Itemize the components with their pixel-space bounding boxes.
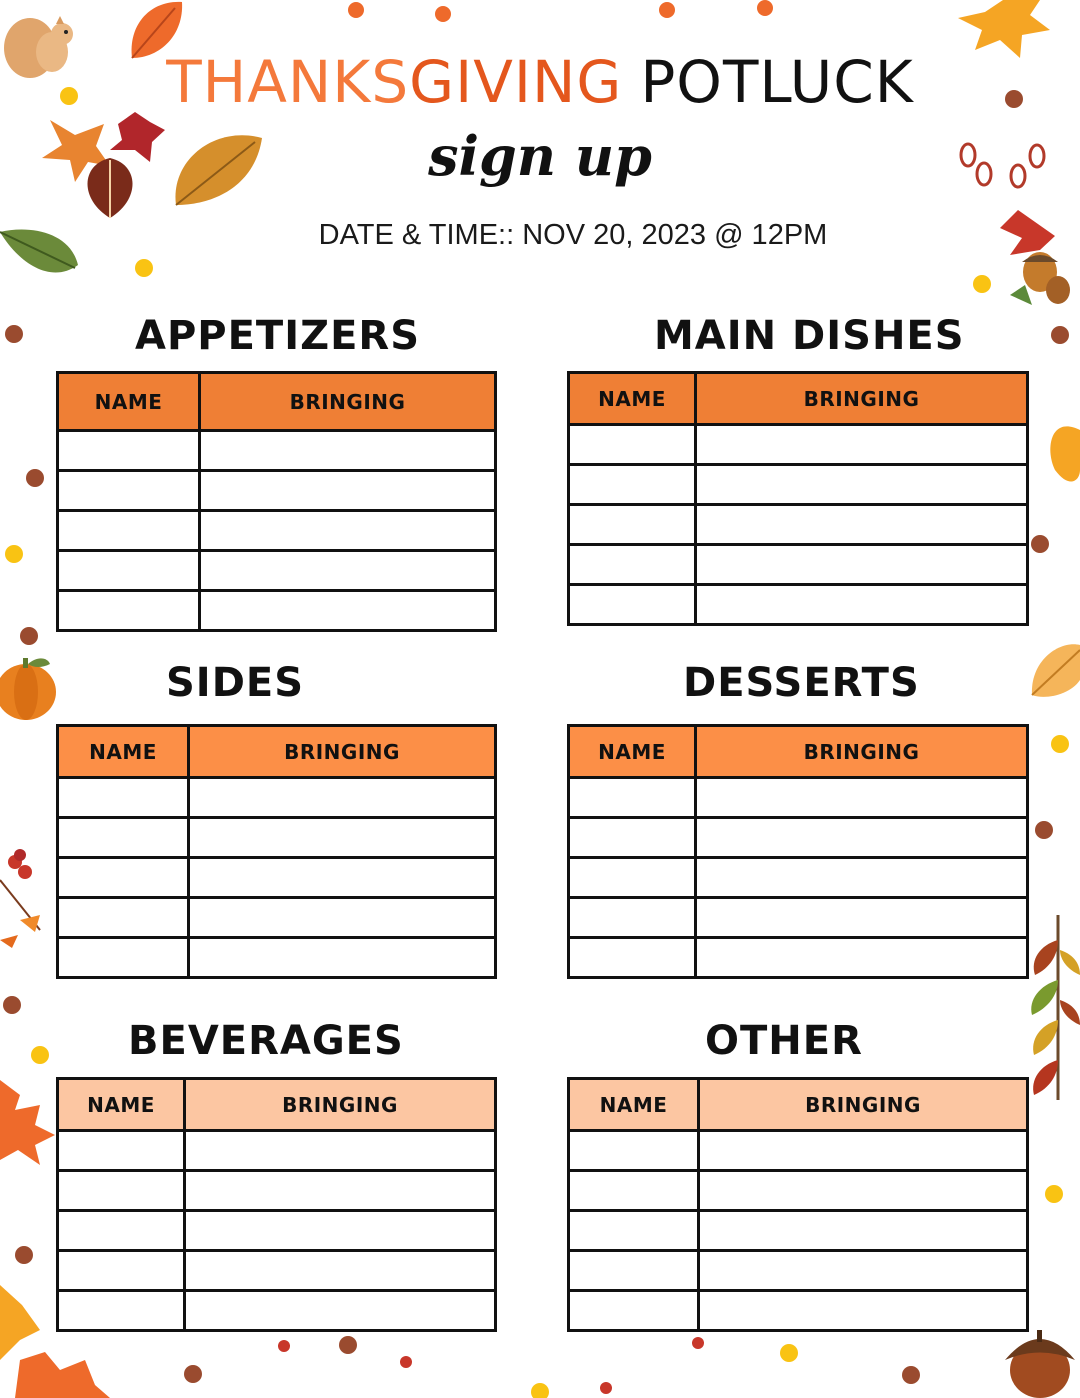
name-cell[interactable] [569, 465, 696, 505]
section-title-main-dishes: MAIN DISHES [654, 313, 965, 359]
pumpkin-icon [0, 658, 56, 720]
event-datetime: DATE & TIME:: NOV 20, 2023 @ 12PM [318, 219, 828, 251]
table-row [58, 1211, 496, 1251]
section-title-appetizers: APPETIZERS [135, 313, 421, 359]
appetizers-table [56, 371, 497, 632]
table-row [569, 1291, 1028, 1331]
name-cell[interactable] [58, 551, 200, 591]
leaf-icon [1032, 644, 1080, 697]
name-cell[interactable] [58, 1211, 185, 1251]
bringing-cell[interactable] [699, 1171, 1028, 1211]
table-header-row [569, 726, 1028, 778]
name-cell[interactable] [569, 585, 696, 625]
name-cell[interactable] [569, 1171, 699, 1211]
bringing-cell[interactable] [189, 898, 496, 938]
table-row [569, 1251, 1028, 1291]
name-cell[interactable] [569, 938, 696, 978]
column-header-name: NAME [58, 1079, 185, 1131]
bringing-cell[interactable] [699, 1291, 1028, 1331]
name-cell[interactable] [58, 1171, 185, 1211]
table-header-row [58, 1079, 496, 1131]
bringing-cell[interactable] [696, 938, 1028, 978]
title-thanks: THANKS [166, 48, 410, 116]
section-title-other: OTHER [705, 1018, 863, 1064]
name-cell[interactable] [58, 471, 200, 511]
table-row [569, 425, 1028, 465]
bringing-cell[interactable] [696, 858, 1028, 898]
title-giving: GIVING [409, 48, 623, 116]
column-header-name: NAME [569, 1079, 699, 1131]
acorn-icon [1005, 1330, 1075, 1398]
table-row [58, 431, 496, 471]
page-subtitle: sign up [428, 124, 652, 188]
bringing-cell[interactable] [189, 778, 496, 818]
bringing-cell[interactable] [696, 585, 1028, 625]
name-cell[interactable] [58, 818, 189, 858]
name-cell[interactable] [58, 431, 200, 471]
bringing-cell[interactable] [189, 938, 496, 978]
table-row [58, 471, 496, 511]
name-cell[interactable] [58, 1291, 185, 1331]
table-header-row [58, 726, 496, 778]
name-cell[interactable] [58, 778, 189, 818]
bringing-cell[interactable] [696, 898, 1028, 938]
table-row [569, 938, 1028, 978]
table-row [569, 1131, 1028, 1171]
name-cell[interactable] [569, 858, 696, 898]
table-row [58, 818, 496, 858]
berry-branch-icon [0, 849, 40, 948]
column-header-name: NAME [569, 726, 696, 778]
bringing-cell[interactable] [200, 551, 496, 591]
table-row [569, 505, 1028, 545]
table-row [58, 1291, 496, 1331]
table-header-row [569, 373, 1028, 425]
name-cell[interactable] [569, 1211, 699, 1251]
leaf-icon [0, 1080, 55, 1165]
table-row [569, 545, 1028, 585]
table-row [58, 511, 496, 551]
main-dishes-table [567, 371, 1029, 626]
column-header-name: NAME [58, 726, 189, 778]
table-header-row [569, 1079, 1028, 1131]
name-cell[interactable] [569, 1251, 699, 1291]
table-row [569, 585, 1028, 625]
column-header-bringing: BRINGING [200, 373, 496, 431]
table-row [569, 778, 1028, 818]
name-cell[interactable] [569, 1131, 699, 1171]
table-row [58, 1131, 496, 1171]
column-header-name: NAME [569, 373, 696, 425]
column-header-bringing: BRINGING [185, 1079, 496, 1131]
bringing-cell[interactable] [200, 511, 496, 551]
page-title [0, 48, 1080, 116]
table-row [569, 858, 1028, 898]
bringing-cell[interactable] [696, 818, 1028, 858]
section-title-sides: SIDES [166, 660, 305, 706]
bringing-cell[interactable] [200, 431, 496, 471]
table-row [58, 1171, 496, 1211]
bringing-cell[interactable] [185, 1291, 496, 1331]
bringing-cell[interactable] [200, 471, 496, 511]
desserts-table [567, 724, 1029, 979]
name-cell[interactable] [58, 898, 189, 938]
table-row [58, 551, 496, 591]
table-row [58, 591, 496, 631]
name-cell[interactable] [569, 545, 696, 585]
name-cell[interactable] [58, 1131, 185, 1171]
column-header-bringing: BRINGING [696, 726, 1028, 778]
table-row [569, 465, 1028, 505]
bringing-cell[interactable] [185, 1131, 496, 1171]
bringing-cell[interactable] [185, 1211, 496, 1251]
name-cell[interactable] [58, 938, 189, 978]
name-cell[interactable] [58, 858, 189, 898]
bringing-cell[interactable] [189, 818, 496, 858]
table-row [569, 898, 1028, 938]
table-row [58, 858, 496, 898]
title-potluck: POTLUCK [640, 48, 914, 116]
name-cell[interactable] [569, 898, 696, 938]
other-table [567, 1077, 1029, 1332]
column-header-bringing: BRINGING [189, 726, 496, 778]
table-row [58, 1251, 496, 1291]
beverages-table [56, 1077, 497, 1332]
sides-table [56, 724, 497, 979]
table-row [569, 1171, 1028, 1211]
table-header-row [58, 373, 496, 431]
bringing-cell[interactable] [696, 505, 1028, 545]
table-row [58, 938, 496, 978]
column-header-bringing: BRINGING [696, 373, 1028, 425]
name-cell[interactable] [569, 505, 696, 545]
column-header-bringing: BRINGING [699, 1079, 1028, 1131]
table-row [58, 898, 496, 938]
bringing-cell[interactable] [699, 1131, 1028, 1171]
column-header-name: NAME [58, 373, 200, 431]
name-cell[interactable] [58, 1251, 185, 1291]
leaf-icon [1050, 426, 1080, 481]
section-title-beverages: BEVERAGES [128, 1018, 404, 1064]
bringing-cell[interactable] [696, 465, 1028, 505]
bringing-cell[interactable] [696, 545, 1028, 585]
name-cell[interactable] [569, 778, 696, 818]
bringing-cell[interactable] [696, 778, 1028, 818]
name-cell[interactable] [569, 425, 696, 465]
bringing-cell[interactable] [699, 1251, 1028, 1291]
name-cell[interactable] [569, 1291, 699, 1331]
table-row [58, 778, 496, 818]
name-cell[interactable] [569, 818, 696, 858]
bringing-cell[interactable] [696, 425, 1028, 465]
bringing-cell[interactable] [699, 1211, 1028, 1251]
name-cell[interactable] [58, 511, 200, 551]
name-cell[interactable] [58, 591, 200, 631]
berry-branch-icon [1031, 915, 1080, 1100]
flower-icon [348, 0, 773, 22]
bringing-cell[interactable] [189, 858, 496, 898]
section-title-desserts: DESSERTS [683, 660, 920, 706]
bringing-cell[interactable] [200, 591, 496, 631]
table-row [569, 1211, 1028, 1251]
bringing-cell[interactable] [185, 1251, 496, 1291]
bringing-cell[interactable] [185, 1171, 496, 1211]
table-row [569, 818, 1028, 858]
